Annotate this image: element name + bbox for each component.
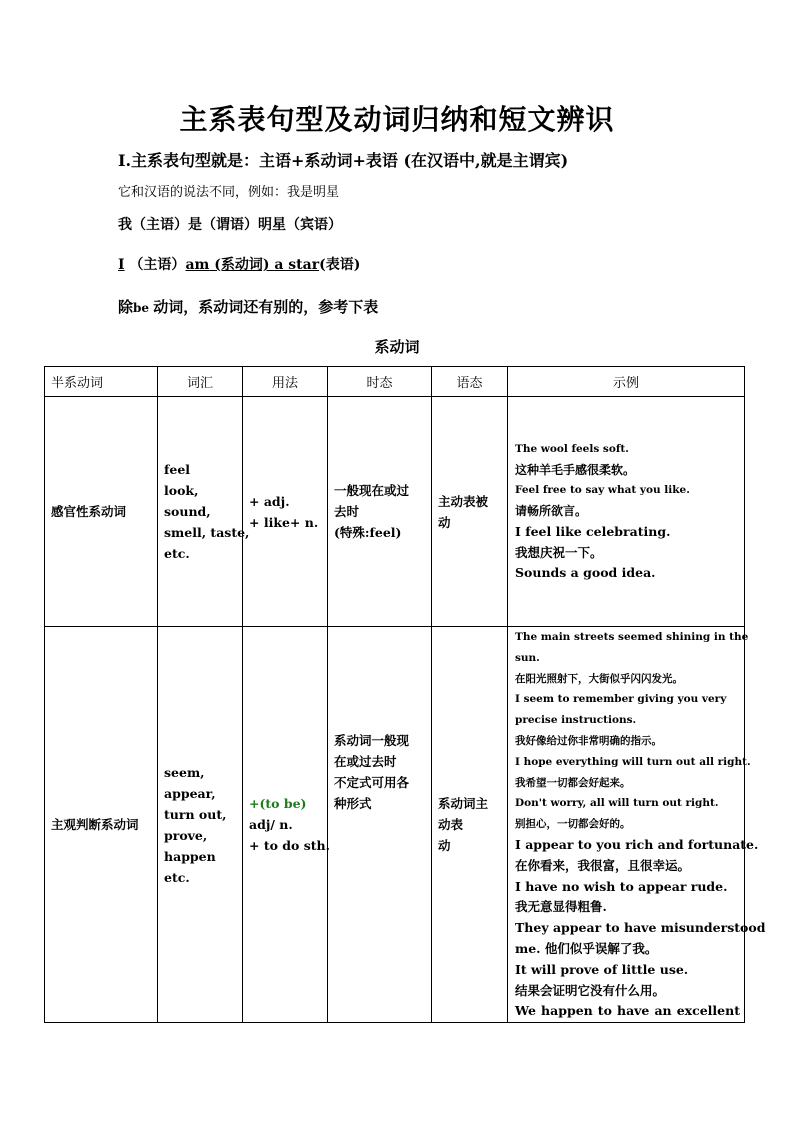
example-line: They appear to have misunderstood	[515, 920, 766, 936]
voice-line: 主动表被	[438, 493, 489, 509]
tense-cell	[328, 397, 432, 627]
page-title: 主系表句型及动词归纳和短文辨识	[179, 103, 615, 136]
tense-line: 系动词一般现	[334, 733, 410, 748]
examples-cell	[508, 397, 745, 627]
voice-line: 系动词主	[438, 796, 489, 811]
table-header-row	[45, 367, 745, 397]
word-item: etc.	[164, 869, 190, 885]
example-line: I feel like celebrating.	[515, 523, 671, 539]
words-cell	[158, 627, 243, 1023]
tense-line: 去时	[334, 504, 360, 519]
example-line: 结果会证明它没有什么用。	[515, 982, 666, 998]
table-row	[45, 627, 745, 1023]
example-line: Feel free to say what you like.	[515, 484, 690, 497]
voice-cell	[432, 397, 508, 627]
note-text	[118, 296, 378, 317]
category-cell: 感官性系动词	[45, 397, 158, 627]
example-line: We happen to have an excellent	[515, 1003, 740, 1019]
word-item: seem,	[164, 764, 205, 780]
usage-item-to-be: +(to be)	[249, 796, 307, 812]
word-item: prove,	[164, 827, 208, 843]
note-body: 动词，系动词还有别的，参考下表	[153, 298, 379, 316]
usage-item: + adj.	[249, 493, 290, 509]
header-words: 词汇	[158, 367, 243, 397]
tense-line: (特殊:feel)	[334, 525, 402, 540]
word-item: turn out,	[164, 806, 227, 822]
word-item: sound,	[164, 504, 211, 519]
example-line: sun.	[515, 651, 540, 664]
example-line: I hope everything will turn out all right.	[515, 755, 751, 768]
category-cell: 主观判断系动词	[45, 627, 158, 1023]
example-line: It will prove of little use.	[515, 961, 689, 977]
header-usage: 用法	[243, 367, 328, 397]
note-be: be	[133, 301, 154, 315]
tense-line: 种形式	[334, 796, 372, 811]
intro-text: 它和汉语的说法不同，例如：我是明星	[118, 185, 340, 200]
example-line: 我希望一切都会好起来。	[515, 776, 631, 789]
example-line: 这种羊毛手感很柔软。	[515, 462, 636, 477]
example-subject: I	[118, 257, 125, 273]
example-line: 在阳光照射下，大街似乎闪闪发光。	[515, 672, 683, 685]
example-line: 我想庆祝一下。	[515, 544, 603, 560]
usage-item: adj/ n.	[249, 817, 293, 833]
usage-cell	[243, 397, 328, 627]
example-line: I seem to remember giving you very	[515, 693, 727, 706]
tense-line: 不定式可用各	[334, 775, 410, 790]
example-line: The main streets seemed shining in the	[515, 631, 749, 643]
example-line: precise instructions.	[515, 714, 637, 727]
example-line: I have no wish to appear rude.	[515, 878, 728, 894]
voice-line: 动	[438, 838, 451, 853]
example-english	[118, 254, 360, 274]
words-cell	[158, 397, 250, 627]
example-line: The wool feels soft.	[515, 442, 629, 455]
usage-item: + like+ n.	[249, 514, 319, 530]
word-item: look,	[164, 483, 199, 498]
examples-cell	[508, 627, 766, 1023]
example-line: Don't worry, all will turn out right.	[515, 797, 719, 810]
voice-cell	[432, 627, 508, 1023]
voice-line: 动表	[438, 817, 464, 832]
table-row	[45, 397, 745, 627]
example-line: 别担心，一切都会好的。	[515, 818, 631, 831]
example-line: 我好像给过你非常明确的指示。	[515, 734, 662, 747]
example-line: Sounds a good idea.	[515, 565, 656, 581]
example-chinese: 我（主语）是（谓语）明星（宾语）	[118, 217, 342, 233]
example-verb-tag: (系动词)	[209, 257, 275, 273]
example-predicative: a star	[274, 257, 320, 273]
example-line: 我无意显得粗鲁.	[515, 899, 607, 915]
example-subject-tag: （主语）	[124, 257, 186, 273]
example-verb: am	[185, 257, 210, 273]
usage-item: + to do sth.	[249, 838, 330, 854]
voice-line: 动	[438, 514, 451, 530]
header-voice: 语态	[432, 367, 508, 397]
header-tense: 时态	[328, 367, 432, 397]
example-line: 请畅所欲言。	[515, 504, 588, 519]
word-item: happen	[164, 848, 216, 864]
header-examples: 示例	[508, 367, 745, 397]
section-heading: Ⅰ.主系表句型就是：主语+系动词+表语 (在汉语中,就是主谓宾)	[118, 151, 569, 170]
tense-cell	[328, 627, 432, 1023]
linking-verb-table	[44, 366, 766, 1023]
note-prefix: 除	[118, 298, 134, 316]
header-category: 半系动词	[45, 367, 158, 397]
example-line: me. 他们似乎误解了我。	[515, 940, 658, 956]
word-item: smell, taste,	[164, 525, 250, 540]
example-line: I appear to you rich and fortunate.	[515, 836, 759, 852]
table-caption: 系动词	[374, 338, 420, 356]
tense-line: 在或过去时	[334, 754, 397, 769]
tense-line: 一般现在或过	[334, 483, 410, 498]
example-line: 在你看来，我很富，且很幸运。	[515, 857, 691, 873]
example-predicative-tag: (表语)	[319, 257, 361, 273]
word-item: etc.	[164, 546, 190, 561]
usage-cell	[243, 627, 328, 1023]
word-item: feel	[164, 462, 191, 477]
word-item: appear,	[164, 785, 216, 801]
